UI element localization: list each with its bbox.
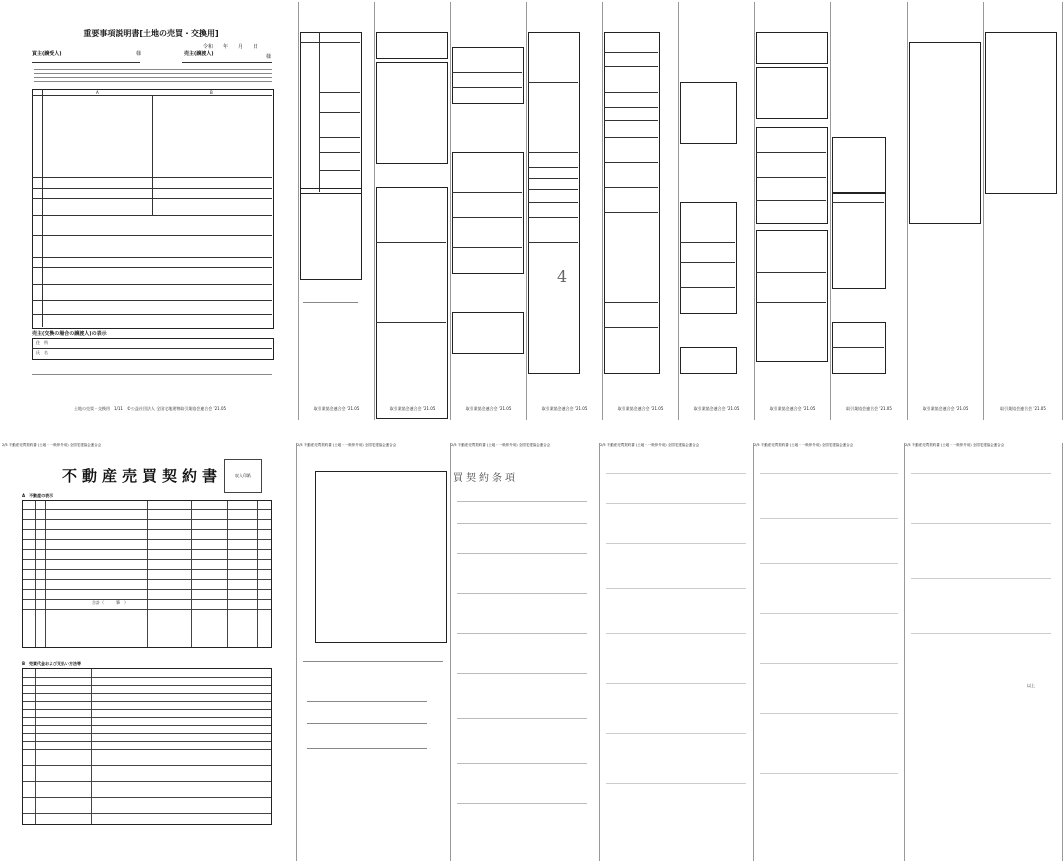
- document-page-10[interactable]: [908, 2, 984, 420]
- total-label: 合計（ 筆 ）: [92, 600, 128, 605]
- document-page-8[interactable]: [755, 2, 831, 420]
- name-label: 氏 名: [36, 350, 48, 355]
- page-footer: 取引業協会連合会 '21.05: [769, 406, 816, 411]
- contract-page-5[interactable]: [754, 443, 905, 861]
- property-table: [22, 500, 272, 648]
- top-document-strip: [0, 0, 1064, 427]
- bottom-contract-strip: [0, 441, 1064, 867]
- contract-title: 不動産売買契約書: [62, 467, 223, 485]
- contract-page-6[interactable]: [905, 443, 1063, 861]
- document-page-2[interactable]: [299, 2, 375, 420]
- exchange-seller-box: [32, 338, 274, 360]
- document-page-4[interactable]: [451, 2, 527, 420]
- page-footer: 取引業協会連合会 '21.05: [846, 406, 892, 411]
- document-page-11[interactable]: [984, 2, 1063, 420]
- contract-page-4[interactable]: [600, 443, 754, 861]
- contract-page-1[interactable]: [2, 443, 297, 861]
- column-b-label: B: [210, 90, 213, 95]
- contract-page-2[interactable]: [297, 443, 451, 861]
- sama-label: 様: [136, 51, 142, 57]
- page-title: 重要事項説明書[土地の売買・交換用]: [83, 29, 219, 38]
- contract-footer: 2/5 不動産売買契約書 (土地・一般仲介用) 全国宅建協会連合会: [451, 443, 551, 447]
- contract-footer: 2/5 不動産売買契約書 (土地・一般仲介用) 全国宅建協会連合会: [905, 443, 1005, 447]
- buyer-label: 買主(譲受人): [32, 51, 62, 57]
- column-a-label: A: [96, 90, 99, 95]
- revenue-stamp-box: 収入印紙: [224, 459, 262, 493]
- contract-footer: 2/5 不動産売買契約書 (土地・一般仲介用) 全国宅建協会連合会: [297, 443, 397, 447]
- document-page-1[interactable]: [2, 2, 299, 420]
- page-footer: 取引業協会連合会 '21.05: [617, 406, 664, 411]
- sama-label-2: 様: [266, 54, 272, 60]
- end-mark: 以上: [1027, 683, 1035, 688]
- strip-gap: [0, 426, 1064, 441]
- exchange-seller-heading: 売主(交換の場合の譲渡人)の表示: [32, 331, 107, 337]
- page-footer: 取引業協会連合会 '21.05: [541, 406, 588, 411]
- section-b-heading: B 売買代金および支払い方法等: [22, 661, 82, 666]
- document-page-5[interactable]: [527, 2, 603, 420]
- terms-title: 買契約条項: [453, 473, 518, 484]
- contract-footer: 2/5 不動産売買契約書 (土地・一般仲介用) 全国宅建協会連合会: [754, 443, 854, 447]
- page-footer: 取引業協会連合会 '21.05: [1000, 406, 1046, 411]
- address-label: 住 所: [36, 340, 48, 345]
- document-page-6[interactable]: [603, 2, 679, 420]
- document-page-3[interactable]: [375, 2, 451, 420]
- contract-footer: 2/5 不動産売買契約書 (土地・一般仲介用) 全国宅建協会連合会: [600, 443, 700, 447]
- document-page-9[interactable]: [831, 2, 908, 420]
- page-footer: 土地の売買・交換用 1/11 ©公益社団法人 全国宅地建物取引業協会連合会 '21.05: [73, 406, 227, 411]
- contract-page-3[interactable]: [451, 443, 600, 861]
- page-footer: 取引業協会連合会 '21.05: [693, 406, 740, 411]
- page-footer: 取引業協会連合会 '21.05: [313, 406, 360, 411]
- page-footer: 取引業協会連合会 '21.05: [465, 406, 512, 411]
- page-footer: 取引業協会連合会 '21.05: [922, 406, 969, 411]
- page-footer: 取引業協会連合会 '21.05: [389, 406, 436, 411]
- seller-label: 売主(譲渡人): [184, 51, 214, 57]
- handwritten-page-number: 4: [557, 267, 568, 286]
- document-page-7[interactable]: [679, 2, 755, 420]
- payment-table: [22, 668, 272, 825]
- broker-table: [32, 89, 274, 329]
- date-label: 令和 年 月 日: [202, 44, 258, 50]
- section-a-heading: A 不動産の表示: [22, 493, 54, 498]
- contract-footer: 2/5 不動産売買契約書 (土地・一般仲介用) 全国宅建協会連合会: [2, 443, 102, 447]
